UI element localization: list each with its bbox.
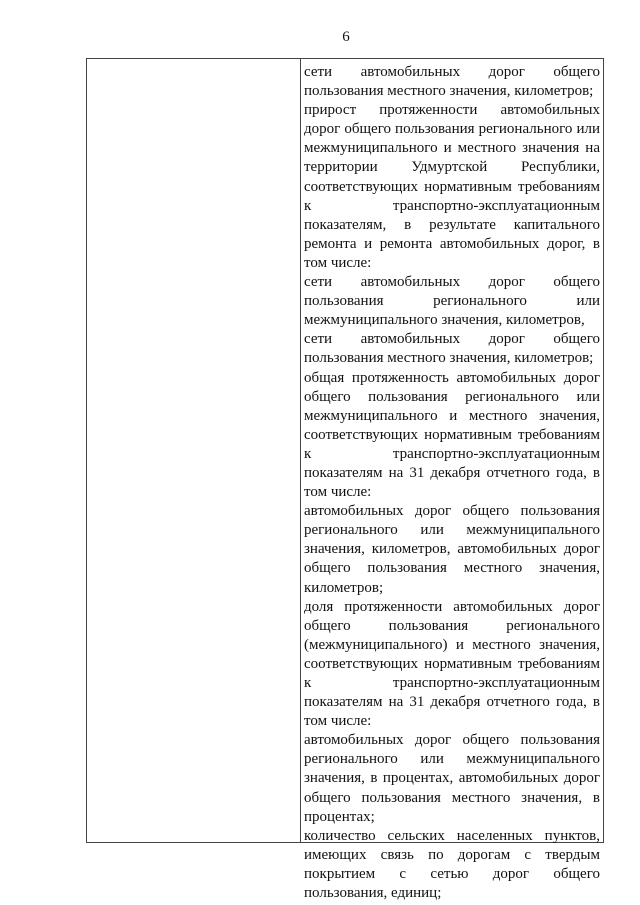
page-number: 6 — [342, 29, 350, 45]
paragraph-total-length: общая протяженность автомобильных дорог общего пользования регионального или межмуниципального и местного значения, соответствующих нормативным требованиям к транспортно-эксплуатационным показателям на 31 декабря отчетного года, в том числе: — [304, 369, 600, 501]
table-cell-indicators — [301, 59, 603, 902]
paragraph-rural-settlements: количество сельских населенных пунктов, имеющих связь по дорогам с твердым покрытием с сетью дорог общего пользования, единиц; — [304, 827, 600, 902]
indicator-table — [86, 58, 604, 902]
paragraph-local-roads-km-2: сети автомобильных дорог общего пользования местного значения, километров; — [304, 331, 600, 367]
paragraph-share-length: доля протяженности автомобильных дорог общего пользования регионального (межмуниципального) и местного значения, соответствующих нормативным требованиям к транспортно-эксплуатационным показателям на 31 декабря отчетного года, в том числе: — [304, 598, 600, 730]
table-cell-left-empty — [87, 59, 301, 842]
paragraph-increase-length: прирост протяженности автомобильных дорог общего пользования регионального или межмуниципального и местного значения на территории Удмуртской Республики, соответствующих нормативным требованиям к транспортно-эксплуатационным показателям, в результате капитального ремонта и ремонта автомобильных дорог, в том числе: — [304, 102, 600, 271]
paragraph-regional-roads-km: сети автомобильных дорог общего пользования регионального или межмуниципального значения, километров, — [304, 274, 600, 329]
paragraph-total-length-breakdown: автомобильных дорог общего пользования регионального или межмуниципального значения, километров, автомобильных дорог общего пользования местного значения, километров; — [304, 503, 600, 596]
paragraph-share-length-breakdown: автомобильных дорог общего пользования регионального или межмуниципального значения, в процентах, автомобильных дорог общего пользования местного значения, в процентах; — [304, 732, 600, 825]
paragraph-local-roads-km: сети автомобильных дорог общего пользования местного значения, километров; — [304, 64, 600, 100]
